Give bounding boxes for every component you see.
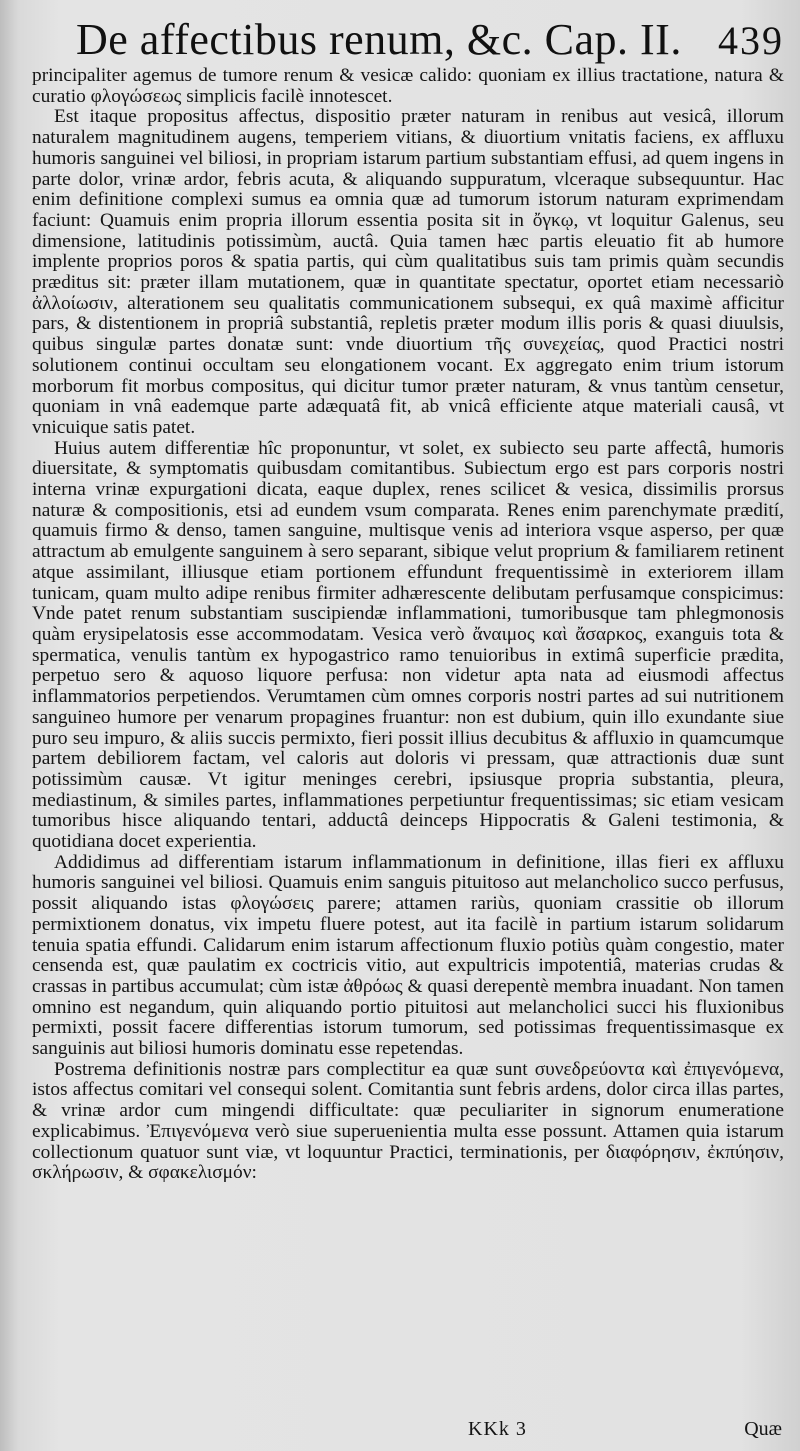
signature-mark: KKk 3: [468, 1418, 527, 1440]
running-title: De affectibus renum, &c. Cap. II.: [76, 15, 682, 64]
catchword: Quæ: [744, 1418, 782, 1440]
page-footer: [32, 1418, 782, 1446]
paragraph-continuation: principaliter agemus de tumore renum & vesicæ calido: quoniam ex illius tractatione, natura & curatio φλογώσεως simplicis facilè innotescet.: [32, 65, 784, 107]
paragraph: Postrema definitionis nostræ pars complectitur ea quæ sunt συνεδρεύοντα καὶ ἐπιγενόμενα, istos affectus comitari vel consequi solent. Comitantia sunt febris ardens, dolor circa illas partes, & vrinæ ardor cum mingendi difficultate: quæ peculiariter in signorum enumeratione explicabimus. Ἐπιγενόμενα verò siue superuenientia multa esse possunt. Attamen quia istarum collectionum quatuor sunt viæ, vt loquuntur Practici, terminationis, per διαφόρησιν, ἐκπύησιν, σκλήρωσιν, & σφακελισμόν:: [32, 1058, 784, 1184]
paragraph: Huius autem differentiæ hîc proponuntur, vt solet, ex subiecto seu parte affectâ, humoris diuersitate, & symptomatis quibusdam comitantibus. Subiectum ergo est pars corporis nostri interna vrinæ expurgationi dicata, eaque duplex, renes scilicet & vesica, dissimilis prorsus naturæ & compositionis, etsi ad eundem vsum comparata. Renes enim parenchymate prædití, quamuis firmo & denso, tamen sanguine, multisque venis ad interiora vsque asperso, per quæ attractum ab emulgente sanguinem à sero separant, sibique velut proprium & familiarem retinent atque assimilant, illiusque etiam portionem effundunt frequentissimè in exteriorem illam tunicam, quam multo adipe renibus firmiter adhærescente delibutam perfusamque conspicimus: Vnde patet renum substantiam suscipiendæ inflammationi, tumoribusque tam phlegmonosis quàm erysipelatosis esse accommodatam. Vesica verò ἄναιμος καὶ ἄσαρκος, exanguis tota & spermatica, venulis tantùm ex hypogastrico ramo tenuioribus in extimâ superficie prædita, perpetuo sero & aquoso liquore perfusa: non videtur apta nata ad eiusmodi affectus inflammatorios perpetiendos. Verumtamen cùm omnes corporis nostri partes ad sui nutritionem sanguineo humore per venarum propagines fruantur: non est dubium, quin illo exundante siue puro seu impuro, & aliis succis permixto, fieri possit illius decubitus & affluxio in quamcumque partem debiliorem factam, vel caloris aut doloris vi pressam, quæ attractionis duæ sunt potissimùm causæ. Vt igitur meninges cerebri, ipsiusque propria substantia, pleura, mediastinum, & similes partes, inflammationes perpetiuntur frequentissimas; sic etiam vesicam tumoribus hisce aliquando tentari, adductâ deinceps Hippocratis & Galeni testimonia, & quotidiana docet experientia.: [32, 437, 784, 853]
body-text: [32, 66, 784, 1184]
paragraph: Est itaque propositus affectus, dispositio præter naturam in renibus aut vesicâ, illorum naturalem magnitudinem augens, temperiem vitians, & diuortium vnitatis faciens, ex affluxu humoris sanguinei vel biliosi, in propriam istarum partium substantiam effusi, ad quem ingens in parte dolor, vrinæ ardor, febris acuta, & aliquando suppuratum, vlceraque subsequuntur. Hac enim definitione complexi sumus ea omnia quæ ad tumorum istorum naturam exprimendam faciunt: Quamuis enim propria illorum essentia posita sit in ὄγκῳ, vt loquitur Galenus, seu dimensione, latitudinis potissimùm, auctâ. Quia tamen hæc partis eleuatio fit ab humore implente proprios poros & spatia partis, qui cùm qualitatibus suis tam primis quàm secundis præditus sit: præter illam mutationem, quæ in quantitate spectatur, oportet etiam necessariò ἀλλοίωσιν, alterationem seu qualitatis communicationem subsequi, ex quâ maximè afficitur pars, & distentionem in propriâ substantiâ, repletis præter modum illis poris & quasi diuulsis, quibus singulæ partes donatæ sunt: vnde diuortium τῆς συνεχείας, quod Practici nostri solutionem continui occultam seu elongationem vocant. Ex aggregato enim trium istorum morborum fit morbus compositus, qui dicitur tumor præter naturam, & vnus tantùm censetur, quoniam in vnâ eademque parte adæquatâ fit, ab vnicâ efficiente atque materiali causâ, vt vnicuique satis patet.: [32, 106, 784, 438]
paragraph: Addidimus ad differentiam istarum inflammationum in definitione, illas fieri ex affluxu humoris sanguinei vel biliosi. Quamuis enim sanguis pituitoso aut melancholico succo perfusus, possit aliquando istas φλογώσεις parere; attamen rariùs, quoniam crassitie ob illorum permixtionem donatus, vix impetu fluere potest, aut ita facilè in partium istarum solidarum tenuia spatia effundi. Calidarum enim istarum affectionum fluxio potiùs quàm congestio, mater censenda est, quæ paulatim ex coctricis vitio, aut expultricis impotentiâ, materias crudas & crassas in partibus accumulat; cùm istæ ἀθρόως & quasi derepentè membra inuadant. Non tamen omnino est negandum, quin aliquando portio pituitosi aut melancholici succi his fluxionibus permixti, possit facere differentias istorum tumorum, sed potissimas frequentissimasque ex sanguinis aut biliosi humoris dominatu esse repetendas.: [32, 851, 784, 1060]
page-number: 439: [718, 18, 784, 63]
page-header: [76, 14, 784, 72]
